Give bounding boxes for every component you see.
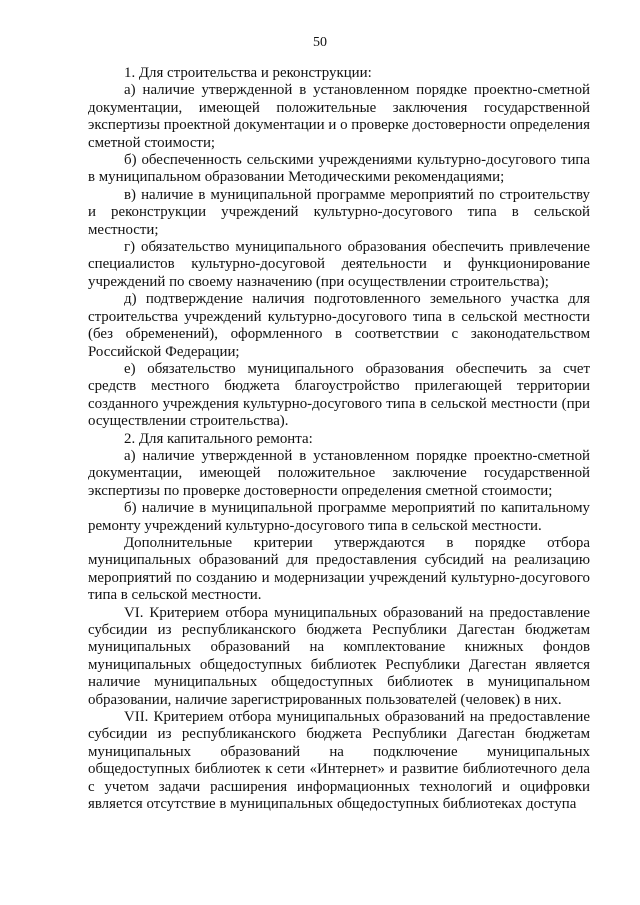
- paragraph-repair-heading: 2. Для капитального ремонта:: [124, 430, 313, 447]
- paragraph-repair-a: а) наличие утвержденной в установленном порядке проектно-сметной документации, имеющей положительное заключение государственной экспертизы по проверке достоверности определения сметной стоимости;: [88, 447, 590, 499]
- paragraph-construction-heading: 1. Для строительства и реконструкции:: [124, 65, 372, 81]
- paragraph-section-vi: VI. Критерием отбора муниципальных образований на предоставление субсидии из республиканского бюджета Республики Дагестан бюджетам муниципальных образований на комплектование книжных фондов муниципальных общедоступных библиотек Республики Дагестан является наличие муниципальных общедоступных библиотек в муниципальном образовании, наличие зарегистрированных пользователей (человек) в них.: [88, 604, 590, 708]
- paragraph-criterion-b: б) обеспеченность сельскими учреждениями культурно-досугового типа в муниципальном образовании Методическими рекомендациями;: [88, 152, 590, 186]
- paragraph-criterion-a: а) наличие утвержденной в установленном порядке проектно-сметной документации, имеющей положительные заключения государственной экспертизы проектной документации и о проверке достоверности определения сметной стоимости;: [88, 82, 590, 151]
- paragraph-criterion-g: г) обязательство муниципального образования обеспечить привлечение специалистов культурно-досуговой деятельности и функционирование учреждений по своему назначению (при осуществлении строительства);: [88, 239, 590, 290]
- paragraph-additional-criteria: Дополнительные критерии утверждаются в порядке отбора муниципальных образований для предоставления субсидий на реализацию мероприятий по созданию и модернизации учреждений культурно-досугового типа в сельской местности.: [88, 534, 590, 604]
- paragraph-repair-b: б) наличие в муниципальной программе мероприятий по капитальному ремонту учреждений культурно-досугового типа в сельской местности.: [88, 500, 590, 534]
- paragraph-criterion-d: д) подтверждение наличия подготовленного земельного участка для строительства учреждений культурно-досугового типа в сельской местности (без обременений), оформленного в соответствии с законодательством Российской Федерации;: [88, 291, 590, 360]
- document-body: [88, 65, 590, 813]
- paragraph-criterion-e: е) обязательство муниципального образования обеспечить за счет средств местного бюджета благоустройство прилегающей территории созданного учреждения культурно-досугового типа в сельской местности (при осуществлении строительства).: [88, 360, 590, 430]
- paragraph-section-vii: VII. Критерием отбора муниципальных образований на предоставление субсидии из республиканского бюджета Республики Дагестан бюджетам муниципальных образований на подключение муниципальных общедоступных библиотек к сети «Интернет» и развитие библиотечного дела с учетом задачи расширения информационных технологий и оцифровки является отсутствие в муниципальных общедоступных библиотеках доступа: [88, 709, 590, 813]
- page-number: 50: [313, 35, 327, 50]
- paragraph-criterion-v: в) наличие в муниципальной программе мероприятий по строительству и реконструкции учреждений культурно-досугового типа в сельской местности;: [88, 186, 590, 238]
